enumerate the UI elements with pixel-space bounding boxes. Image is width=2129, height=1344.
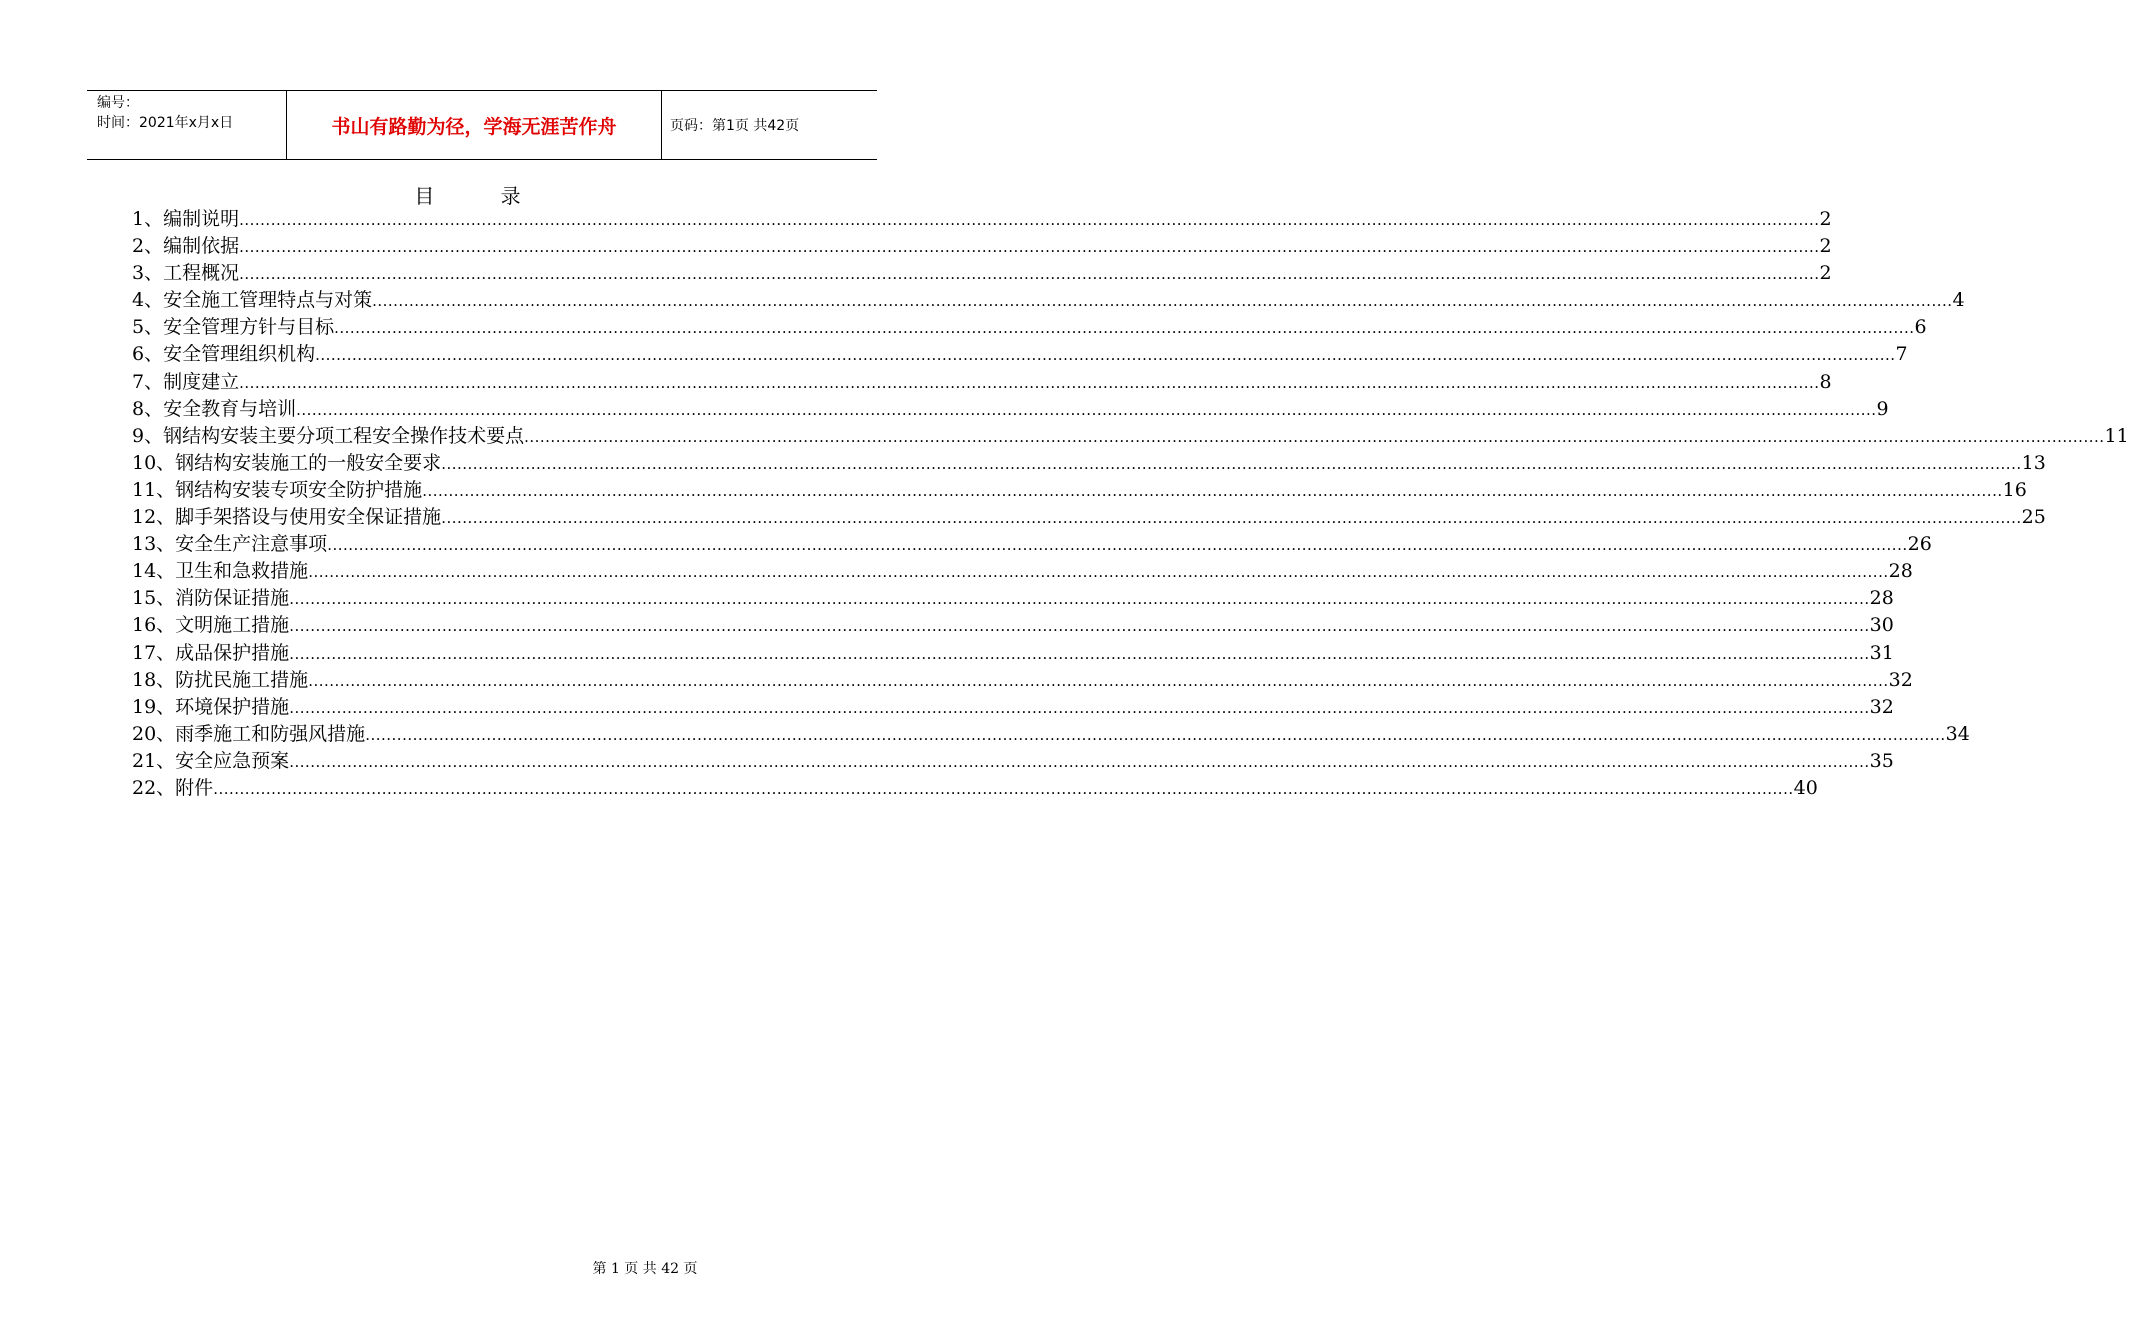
toc-entry-page: 28 [1869, 587, 1894, 610]
toc-leader-dots: ............................................................................................................................................................................................................................................................................................................ [524, 427, 2105, 446]
toc-entry-page: 25 [2021, 506, 2046, 529]
toc-entry[interactable] [132, 585, 1894, 612]
toc-entry-label: 5、安全管理方针与目标 [132, 316, 335, 339]
toc-title: 目 录 [414, 184, 551, 208]
toc-entry[interactable] [132, 287, 1965, 314]
toc-entry[interactable] [132, 612, 1894, 639]
toc-entry[interactable] [132, 775, 1818, 802]
toc-entry-page: 2 [1819, 262, 1832, 285]
toc-entry[interactable] [132, 640, 1894, 667]
toc-leader-dots: ............................................................................................................................................................................................................................................................................................................ [327, 536, 1908, 555]
toc-entry-label: 13、安全生产注意事项 [132, 533, 328, 556]
toc-entry[interactable] [132, 423, 2129, 450]
toc-leader-dots: ............................................................................................................................................................................................................................................................................................................ [308, 563, 1889, 582]
toc-entry[interactable] [132, 260, 1832, 287]
toc-entry-page: 40 [1793, 776, 1818, 799]
header-motto: 书山有路勤为径，学海无涯苦作舟 [287, 91, 662, 159]
toc-entry-label: 16、文明施工措施 [132, 614, 290, 637]
toc-entry-label: 1、编制说明 [132, 208, 240, 230]
toc-entry-label: 21、安全应急预案 [132, 749, 290, 772]
toc-entry-label: 7、制度建立 [132, 370, 240, 393]
toc-leader-dots: ............................................................................................................................................................................................................................................................................................................ [239, 373, 1820, 392]
toc-entry-label: 18、防扰民施工措施 [132, 668, 309, 691]
toc-entry-label: 22、附件 [132, 776, 214, 799]
toc-leader-dots: ............................................................................................................................................................................................................................................................................................................ [289, 698, 1870, 717]
toc-leader-dots: ............................................................................................................................................................................................................................................................................................................ [213, 779, 1794, 798]
toc-entry-label: 3、工程概况 [132, 262, 240, 285]
toc-entry[interactable] [132, 341, 1908, 368]
toc-leader-dots: ............................................................................................................................................................................................................................................................................................................ [239, 211, 1820, 229]
toc-entry-page: 28 [1888, 560, 1913, 583]
toc-entry-label: 11、钢结构安装专项安全防护措施 [132, 478, 423, 501]
toc-entry[interactable] [132, 233, 1832, 260]
toc-entry-page: 32 [1869, 695, 1894, 718]
toc-leader-dots: ............................................................................................................................................................................................................................................................................................................ [289, 644, 1870, 663]
toc-entry-page: 8 [1819, 370, 1832, 393]
toc-entry[interactable] [132, 694, 1894, 721]
toc-entry-page: 11 [2104, 424, 2129, 447]
toc-leader-dots: ............................................................................................................................................................................................................................................................................................................ [372, 292, 1953, 311]
toc-entry[interactable] [132, 748, 1894, 775]
toc-entry[interactable] [132, 396, 1889, 423]
toc-entry[interactable] [132, 531, 1932, 558]
toc-leader-dots: ............................................................................................................................................................................................................................................................................................................ [239, 265, 1820, 284]
toc-entry-label: 14、卫生和急救措施 [132, 560, 309, 583]
toc-leader-dots: ............................................................................................................................................................................................................................................................................................................ [441, 454, 2022, 473]
header-page-info: 页码：第1页 共42页 [670, 118, 800, 134]
serial-label: 编号： [97, 95, 139, 111]
header-meta [87, 91, 287, 159]
toc-entry-page: 7 [1895, 343, 1908, 366]
toc-entry-label: 15、消防保证措施 [132, 587, 290, 610]
table-of-contents [132, 206, 2129, 802]
toc-leader-dots: ............................................................................................................................................................................................................................................................................................................ [239, 238, 1820, 257]
toc-entry[interactable] [132, 314, 1927, 341]
toc-entry-page: 31 [1869, 641, 1894, 664]
toc-leader-dots: ............................................................................................................................................................................................................................................................................................................ [315, 346, 1896, 365]
toc-entry-label: 8、安全教育与培训 [132, 397, 297, 420]
toc-entry-label: 20、雨季施工和防强风措施 [132, 722, 366, 745]
toc-leader-dots: ............................................................................................................................................................................................................................................................................................................ [296, 400, 1877, 419]
toc-entry[interactable] [132, 558, 1913, 585]
toc-leader-dots: ............................................................................................................................................................................................................................................................................................................ [441, 509, 2022, 528]
toc-entry[interactable] [132, 369, 1832, 396]
toc-entry-page: 2 [1819, 208, 1832, 230]
toc-entry[interactable] [132, 450, 2046, 477]
toc-entry-label: 4、安全施工管理特点与对策 [132, 289, 373, 312]
document-header [87, 90, 877, 160]
toc-entry-label: 9、钢结构安装主要分项工程安全操作技术要点 [132, 424, 525, 447]
toc-entry[interactable] [132, 477, 2027, 504]
toc-leader-dots: ............................................................................................................................................................................................................................................................................................................ [334, 319, 1915, 338]
toc-entry[interactable] [132, 206, 1832, 233]
toc-entry-page: 13 [2021, 451, 2046, 474]
toc-entry-label: 6、安全管理组织机构 [132, 343, 316, 366]
toc-entry-label: 17、成品保护措施 [132, 641, 290, 664]
toc-leader-dots: ............................................................................................................................................................................................................................................................................................................ [289, 617, 1870, 636]
toc-entry-page: 4 [1952, 289, 1965, 312]
toc-entry-label: 12、脚手架搭设与使用安全保证措施 [132, 506, 442, 529]
toc-entry-page: 32 [1888, 668, 1913, 691]
toc-entry[interactable] [132, 721, 1970, 748]
toc-leader-dots: ............................................................................................................................................................................................................................................................................................................ [289, 590, 1870, 609]
page-footer: 第 1 页 共 42 页 [592, 1261, 698, 1277]
toc-entry-label: 10、钢结构安装施工的一般安全要求 [132, 451, 442, 474]
toc-entry-page: 6 [1914, 316, 1927, 339]
toc-leader-dots: ............................................................................................................................................................................................................................................................................................................ [422, 481, 2003, 500]
toc-leader-dots: ............................................................................................................................................................................................................................................................................................................ [365, 725, 1946, 744]
toc-leader-dots: ............................................................................................................................................................................................................................................................................................................ [289, 752, 1870, 771]
toc-leader-dots: ............................................................................................................................................................................................................................................................................................................ [308, 671, 1889, 690]
toc-entry-label: 19、环境保护措施 [132, 695, 290, 718]
toc-entry-page: 30 [1869, 614, 1894, 637]
toc-entry[interactable] [132, 667, 1913, 694]
toc-entry-page: 9 [1876, 397, 1889, 420]
toc-entry-label: 2、编制依据 [132, 235, 240, 258]
toc-entry-page: 26 [1907, 533, 1932, 556]
toc-entry-page: 2 [1819, 235, 1832, 258]
date-label: 时间：2021年x月x日 [97, 115, 234, 131]
toc-entry-page: 16 [2002, 478, 2027, 501]
toc-entry-page: 35 [1869, 749, 1894, 772]
toc-entry-page: 34 [1945, 722, 1970, 745]
toc-entry[interactable] [132, 504, 2046, 531]
